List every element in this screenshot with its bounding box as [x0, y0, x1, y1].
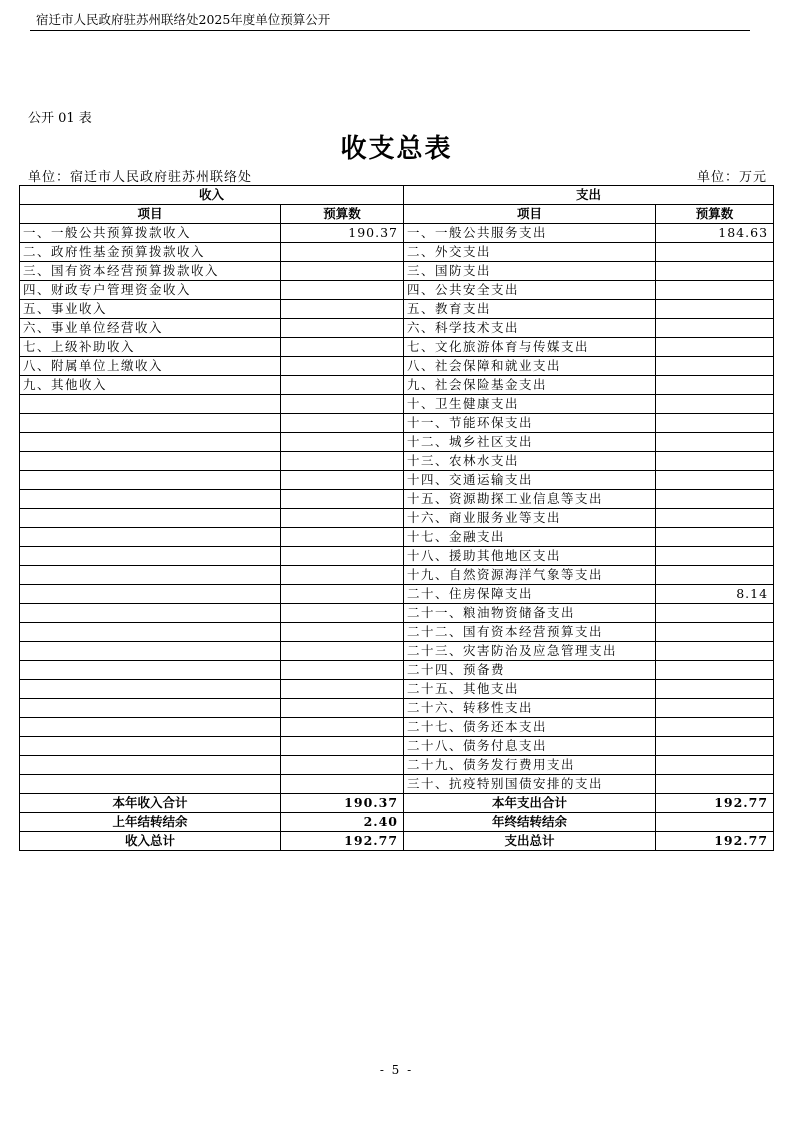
income-item-cell	[20, 566, 281, 585]
income-amount-cell	[281, 737, 404, 756]
table-row	[20, 376, 774, 395]
expense-item-cell: 二十三、灾害防治及应急管理支出	[404, 642, 656, 661]
table-row	[20, 642, 774, 661]
expense-amount-cell	[656, 452, 774, 471]
table-row	[20, 319, 774, 338]
expense-amount-cell	[656, 338, 774, 357]
income-budget-header: 预算数	[281, 205, 404, 224]
income-item-cell	[20, 756, 281, 775]
table-row	[20, 718, 774, 737]
expense-amount-cell	[656, 528, 774, 547]
expense-amount-cell	[656, 756, 774, 775]
income-item-cell	[20, 585, 281, 604]
income-amount-cell	[281, 566, 404, 585]
income-item-cell	[20, 433, 281, 452]
income-item-cell: 四、财政专户管理资金收入	[20, 281, 281, 300]
expense-item-cell: 十六、商业服务业等支出	[404, 509, 656, 528]
income-amount-cell: 192.77	[281, 832, 404, 851]
income-amount-cell	[281, 680, 404, 699]
expense-amount-cell	[656, 357, 774, 376]
income-amount-cell	[281, 262, 404, 281]
income-amount-cell	[281, 775, 404, 794]
expense-item-cell: 十一、节能环保支出	[404, 414, 656, 433]
income-amount-cell	[281, 490, 404, 509]
expense-item-header: 项目	[404, 205, 656, 224]
income-amount-cell	[281, 756, 404, 775]
expense-amount-cell	[656, 509, 774, 528]
income-item-cell	[20, 699, 281, 718]
expense-amount-cell	[656, 262, 774, 281]
form-number: 公开 01 表	[28, 111, 92, 126]
expense-amount-cell	[656, 376, 774, 395]
income-item-cell: 七、上级补助收入	[20, 338, 281, 357]
expense-item-cell: 二十四、预备费	[404, 661, 656, 680]
income-amount-cell	[281, 642, 404, 661]
table-column-header	[20, 205, 774, 224]
income-amount-cell	[281, 281, 404, 300]
expense-amount-cell	[656, 243, 774, 262]
income-item-cell	[20, 718, 281, 737]
table-row	[20, 509, 774, 528]
expense-item-cell: 支出总计	[404, 832, 656, 851]
income-item-cell	[20, 414, 281, 433]
unit-organization: 单位：宿迁市人民政府驻苏州联络处	[28, 170, 253, 185]
income-item-cell: 六、事业单位经营收入	[20, 319, 281, 338]
income-item-cell	[20, 737, 281, 756]
expense-item-cell: 八、社会保障和就业支出	[404, 357, 656, 376]
table-row	[20, 756, 774, 775]
expense-amount-cell	[656, 813, 774, 832]
expense-item-cell: 十二、城乡社区支出	[404, 433, 656, 452]
expense-header: 支出	[404, 186, 774, 205]
table-row	[20, 604, 774, 623]
income-item-cell	[20, 623, 281, 642]
page-title: 收支总表	[340, 134, 453, 164]
income-amount-cell: 190.37	[281, 794, 404, 813]
expense-amount-cell	[656, 623, 774, 642]
income-amount-cell	[281, 661, 404, 680]
expense-budget-header: 预算数	[656, 205, 774, 224]
table-row	[20, 661, 774, 680]
expense-amount-cell	[656, 642, 774, 661]
expense-item-cell: 二十六、转移性支出	[404, 699, 656, 718]
table-row	[20, 357, 774, 376]
income-item-cell	[20, 509, 281, 528]
table-row	[20, 243, 774, 262]
expense-amount-cell	[656, 281, 774, 300]
income-amount-cell	[281, 433, 404, 452]
expense-item-cell: 二十一、粮油物资储备支出	[404, 604, 656, 623]
income-item-cell	[20, 471, 281, 490]
income-amount-cell	[281, 376, 404, 395]
expense-item-cell: 三、国防支出	[404, 262, 656, 281]
income-item-cell	[20, 680, 281, 699]
income-item-cell: 五、事业收入	[20, 300, 281, 319]
total-row	[20, 794, 774, 813]
expense-item-cell: 十九、自然资源海洋气象等支出	[404, 566, 656, 585]
income-amount-cell	[281, 604, 404, 623]
income-amount-cell	[281, 718, 404, 737]
income-item-cell	[20, 775, 281, 794]
income-item-cell: 一、一般公共预算拨款收入	[20, 224, 281, 243]
income-item-cell: 九、其他收入	[20, 376, 281, 395]
page-number: - 5 -	[379, 1063, 414, 1077]
running-header: 宿迁市人民政府驻苏州联络处2025年度单位预算公开	[36, 12, 331, 27]
expense-amount-cell	[656, 300, 774, 319]
expense-amount-cell	[656, 547, 774, 566]
expense-item-cell: 十三、农林水支出	[404, 452, 656, 471]
expense-amount-cell	[656, 566, 774, 585]
expense-amount-cell	[656, 680, 774, 699]
income-item-cell	[20, 642, 281, 661]
expense-item-cell: 二十八、债务付息支出	[404, 737, 656, 756]
income-amount-cell	[281, 300, 404, 319]
table-row	[20, 338, 774, 357]
table-row	[20, 585, 774, 604]
income-amount-cell	[281, 471, 404, 490]
table-row	[20, 699, 774, 718]
income-item-cell	[20, 547, 281, 566]
expense-item-cell: 二十、住房保障支出	[404, 585, 656, 604]
income-item-cell	[20, 661, 281, 680]
income-item-cell	[20, 604, 281, 623]
expense-item-cell: 四、公共安全支出	[404, 281, 656, 300]
expense-amount-cell	[656, 661, 774, 680]
expense-amount-cell	[656, 490, 774, 509]
expense-item-cell: 十八、援助其他地区支出	[404, 547, 656, 566]
income-amount-cell	[281, 357, 404, 376]
expense-item-cell: 十五、资源勘探工业信息等支出	[404, 490, 656, 509]
table-row	[20, 262, 774, 281]
expense-amount-cell	[656, 471, 774, 490]
expense-item-cell: 二十五、其他支出	[404, 680, 656, 699]
table-row	[20, 528, 774, 547]
table-row	[20, 224, 774, 243]
income-item-cell	[20, 490, 281, 509]
expense-amount-cell: 192.77	[656, 832, 774, 851]
expense-amount-cell	[656, 433, 774, 452]
expense-amount-cell: 8.14	[656, 585, 774, 604]
table-section-header	[20, 186, 774, 205]
table-row	[20, 452, 774, 471]
table-row	[20, 566, 774, 585]
budget-summary-table	[19, 185, 774, 851]
expense-amount-cell	[656, 604, 774, 623]
income-amount-cell	[281, 452, 404, 471]
table-row	[20, 490, 774, 509]
expense-item-cell: 一、一般公共服务支出	[404, 224, 656, 243]
income-item-cell: 上年结转结余	[20, 813, 281, 832]
expense-amount-cell	[656, 775, 774, 794]
table-row	[20, 300, 774, 319]
table-row	[20, 680, 774, 699]
table-row	[20, 433, 774, 452]
expense-amount-cell	[656, 414, 774, 433]
expense-item-cell: 三十、抗疫特别国债安排的支出	[404, 775, 656, 794]
table-row	[20, 281, 774, 300]
expense-item-cell: 七、文化旅游体育与传媒支出	[404, 338, 656, 357]
expense-item-cell: 十、卫生健康支出	[404, 395, 656, 414]
table-row	[20, 471, 774, 490]
table-row	[20, 414, 774, 433]
total-row	[20, 832, 774, 851]
table-row	[20, 737, 774, 756]
expense-amount-cell: 184.63	[656, 224, 774, 243]
expense-item-cell: 本年支出合计	[404, 794, 656, 813]
table-row	[20, 623, 774, 642]
expense-item-cell: 九、社会保险基金支出	[404, 376, 656, 395]
income-amount-cell	[281, 509, 404, 528]
header-rule	[30, 30, 750, 31]
income-amount-cell: 2.40	[281, 813, 404, 832]
expense-item-cell: 十七、金融支出	[404, 528, 656, 547]
income-amount-cell	[281, 699, 404, 718]
expense-amount-cell	[656, 718, 774, 737]
expense-item-cell: 二、外交支出	[404, 243, 656, 262]
income-amount-cell	[281, 414, 404, 433]
income-item-cell: 八、附属单位上缴收入	[20, 357, 281, 376]
expense-amount-cell	[656, 737, 774, 756]
expense-item-cell: 五、教育支出	[404, 300, 656, 319]
expense-item-cell: 年终结转结余	[404, 813, 656, 832]
income-amount-cell	[281, 243, 404, 262]
income-item-cell	[20, 528, 281, 547]
income-amount-cell	[281, 528, 404, 547]
income-item-header: 项目	[20, 205, 281, 224]
table-row	[20, 395, 774, 414]
total-row	[20, 813, 774, 832]
income-item-cell: 本年收入合计	[20, 794, 281, 813]
expense-item-cell: 十四、交通运输支出	[404, 471, 656, 490]
income-header: 收入	[20, 186, 404, 205]
income-amount-cell	[281, 338, 404, 357]
income-amount-cell	[281, 623, 404, 642]
expense-amount-cell: 192.77	[656, 794, 774, 813]
expense-item-cell: 二十二、国有资本经营预算支出	[404, 623, 656, 642]
expense-item-cell: 六、科学技术支出	[404, 319, 656, 338]
income-amount-cell	[281, 319, 404, 338]
expense-amount-cell	[656, 395, 774, 414]
income-amount-cell: 190.37	[281, 224, 404, 243]
table-row	[20, 547, 774, 566]
income-amount-cell	[281, 547, 404, 566]
unit-currency: 单位：万元	[696, 170, 767, 185]
income-amount-cell	[281, 585, 404, 604]
income-item-cell	[20, 395, 281, 414]
expense-amount-cell	[656, 699, 774, 718]
income-amount-cell	[281, 395, 404, 414]
income-item-cell: 二、政府性基金预算拨款收入	[20, 243, 281, 262]
income-item-cell	[20, 452, 281, 471]
expense-item-cell: 二十九、债务发行费用支出	[404, 756, 656, 775]
income-item-cell: 收入总计	[20, 832, 281, 851]
expense-item-cell: 二十七、债务还本支出	[404, 718, 656, 737]
table-row	[20, 775, 774, 794]
income-item-cell: 三、国有资本经营预算拨款收入	[20, 262, 281, 281]
expense-amount-cell	[656, 319, 774, 338]
